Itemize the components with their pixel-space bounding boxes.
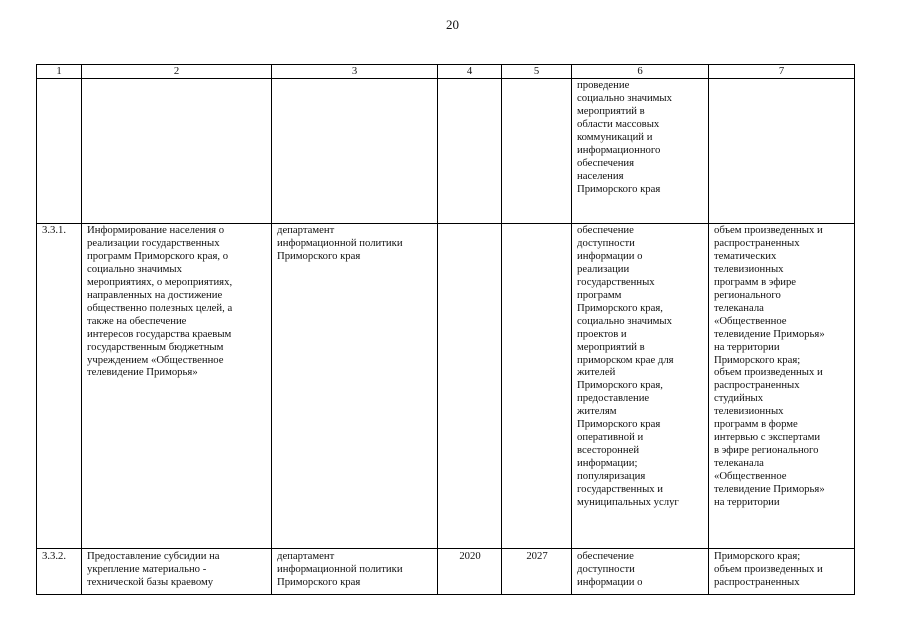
cell-executor: департамент информационной политики Приморского края [272,549,438,595]
cell-expected-result: проведение социально значимых мероприятий в области массовых коммуникаций и информационного обеспечения населения Приморского края [572,79,709,224]
column-header: 2 [82,65,272,79]
cell-expected-result: обеспечение доступности информации о [572,549,709,595]
cell-number: 3.3.1. [37,224,82,549]
column-header: 3 [272,65,438,79]
cell-number: 3.3.2. [37,549,82,595]
cell-indicator: объем произведенных и распространенных тематических телевизионных программ в эфире регионального телеканала «Общественное телевидение Приморья» на территории Приморского края; объем произведенных и распространенных студийных телевизионных программ в форме интервью с экспертами в эфире регионального телеканала «Общественное телевидение Приморья» на территории [709,224,855,549]
activities-table [36,64,855,595]
page-number: 20 [446,17,459,32]
column-header: 1 [37,65,82,79]
table-header-row [37,65,855,79]
cell-activity-name: Информирование населения о реализации государственных программ Приморского края, о социально значимых мероприятиях, о мероприятиях, направленных на достижение общественно полезных целей, а также на обеспечение интересов государства краевым государственным бюджетным учреждением «Общественное телевидение Приморья» [82,224,272,549]
cell-number [37,79,82,224]
cell-expected-result: обеспечение доступности информации о реализации государственных программ Приморского края, социально значимых проектов и мероприятий в приморском крае для жителей Приморского края, предоставление жителям Приморского края оперативной и всесторонней информации; популяризация государственных и муниципальных услуг [572,224,709,549]
cell-activity-name: Предоставление субсидии на укрепление материально - технической базы краевому [82,549,272,595]
table-row [37,79,855,224]
table-row [37,224,855,549]
cell-end-year [502,224,572,549]
column-header: 7 [709,65,855,79]
column-header: 5 [502,65,572,79]
cell-start-year [438,79,502,224]
cell-end-year [502,79,572,224]
cell-start-year: 2020 [438,549,502,595]
column-header: 6 [572,65,709,79]
cell-executor [272,79,438,224]
cell-start-year [438,224,502,549]
table-row [37,549,855,595]
column-header: 4 [438,65,502,79]
cell-indicator: Приморского края; объем произведенных и распространенных [709,549,855,595]
cell-indicator [709,79,855,224]
cell-end-year: 2027 [502,549,572,595]
cell-activity-name [82,79,272,224]
cell-executor: департамент информационной политики Приморского края [272,224,438,549]
